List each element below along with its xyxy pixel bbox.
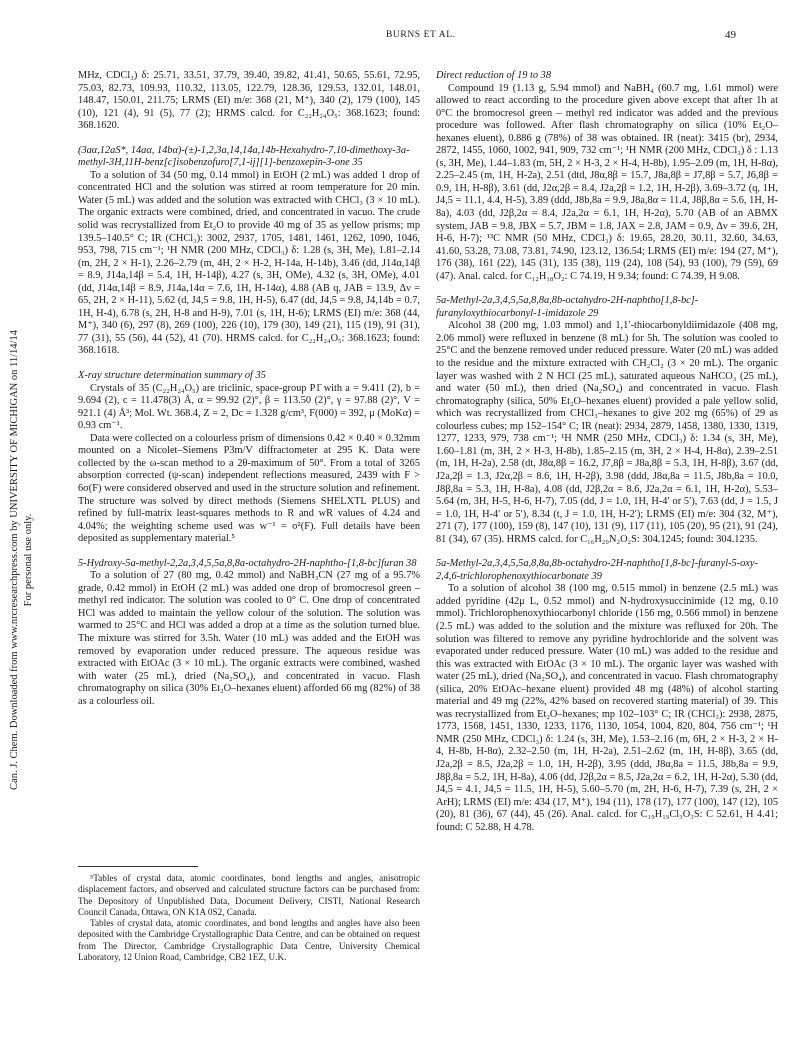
download-notice-line-1: Can. J. Chem. Downloaded from www.nrcresearchpress.com by UNIVERSITY OF MICHIGAN on 11/14/14 [9,330,20,790]
page-number: 49 [725,29,736,41]
running-head [0,30,812,44]
footnotes [78,866,420,963]
left-column [78,70,420,708]
section-heading-compound-35: (3aα,12aS*, 14aα, 14bα)-(±)-1,2,3a,14,14a,14b-Hexahydro-7,10-dimethoxy-3a-methyl-3H,11H-benz[c]isobenzofuro[7,1-ij][1]-benzoxepin-3-one 35 [78,144,410,169]
right-column [436,70,778,834]
compound-39-paragraph: To a solution of alcohol 38 (100 mg, 0.515 mmol) in benzene (2.5 mL) was added pyridine (42μ L, 0.52 mmol) and N-hydroxysuccinimide (12 mg, 0.10 mmol). Trichlorophenoxythiocarbonyl chloride (156 mg, 0.566 mmol) in benzene (2.5 mL) was added to the solution and the mixture was refluxed for 20h. The solution was filtered to remove any pyridine hydrochloride and the solvent was evaporated under reduced pressure. Water (10 mL) was added to the residue and this was extracted with EtOAc (3 × 10 mL). The organic layer was washed with water (25 mL), dried (Na₂SO₄), and concentrated in vacuo. Flash chromatography (silica, 20% EtOAc–hexane eluent) provided 48 mg (48%) of alcohol starting material and 49 mg (22%, 42% based on recovered starting material) of 39. This was recrystallized from Et₂O–hexanes; mp 102–103° C; IR (CHCl₃): 2938, 2875, 1773, 1568, 1451, 1330, 1233, 1176, 1130, 1054, 1004, 820, 804, 756 cm⁻¹; ¹H NMR (250 MHz, CDCl₃) δ: 1.24 (s, 3H, Me), 1.53–2.16 (m, 6H, 2 × H-3, 2 × H-4, H-8b, H-8α), 2.32–2.50 (m, 1H, H-2a), 2.51–2.62 (m, 1H, H-8β), 3.65 (dd, J2a,2β = 8.5, J2a,2β = 1.0, 1H, H-2β), 3.95 (ddd, J8α,8a = 11.5, J8b,8a = 9.9, J8β,8a = 5.2, 1H, H-8a), 4.06 (dd, J2β,2α = 8.5, J2a,2α = 6.2, 1H, H-2α), 5.30 (dd, J4,5 = 4.1, J4,5 = 11.5, 1H, H-5), 5.60–5.70 (m, 2H, H-6, H-7), 7.39 (s, 2H, 2 × ArH); LRMS (EI) m/e: 434 (17, M⁺), 194 (11), 178 (17), 177 (100), 147 (12), 105 (20), 81 (36), 67 (44), 45 (26). Anal. calcd. for C₁₉H₁₉Cl₃O₃S: C 52.61, H 4.41; found: C 52.88, H 4.78. [436,583,778,833]
section-heading-compound-39: 5a-Methyl-2a,3,4,5,5a,8,8a,8b-octahydro-2H-naphtho[1,8-bc]-furanyl-5-oxy-2,4,6-trichlorophenoxythiocarbonate 39 [436,558,758,582]
section-heading-compound-29: 5a-Methyl-2a,3,4,5,5a,8,8a,8b-octahydro-2H-naphtho[1,8-bc]-furanyloxythiocarbonyl-1-imidazole 29 [436,295,699,319]
download-notice [2,240,42,880]
nmr-continuation-paragraph: MHz, CDCl₃) δ: 25.71, 33.51, 37.79, 39.40, 39.82, 41.41, 50.65, 55.61, 72.95, 75.03, 82.73, 109.93, 110.32, 113.05, 122.79, 128.36, 129.53, 132.01, 148.01, 148.47, 150.01, 211.75; LRMS (EI) m/e: 368 (21, M⁺), 340 (2), 179 (100), 145 (10), 121 (4), 91 (5), 77 (2); HRMS calcd. for C₂₂H₂₄O₅: 368.1623; found: 368.1620. [78,70,420,132]
section-heading-direct-reduction: Direct reduction of 19 to 38 [436,70,552,81]
section-heading-xray: X-ray structure determination summary of 35 [78,370,266,382]
section-heading-compound-38: 5-Hydroxy-5a-methyl-2,2a,3,4,5,5a,8,8a-octahydro-2H-naphtho-[1,8-bc]furan 38 [78,557,417,569]
download-notice-text [8,250,36,870]
xray-data-paragraph: Data were collected on a colourless prism of dimensions 0.42 × 0.40 × 0.32mm mounted on a Nicolet–Siemens P3m/V diffractometer at 295 K. Data were collected by the ω-scan method to a 2θ-maximum of 50°. From a total of 3265 absorption corrected (ψ-scan) independent reflections measured, 2439 with F > 6σ(F) were considered observed and used in the structure solution and refinement. The structure was solved by direct methods (Siemens SHELXTL PLUS) and refined by full-matrix least-squares methods to R and wR values of 4.24 and 4.04%; the weighting scheme used was w⁻¹ = σ²(F). Full details have been deposited as supplementary material.⁵ [78,432,420,545]
running-head-title: BURNS ET AL. [386,30,456,40]
footnote-5-continued: Tables of crystal data, atomic coordinates, and bond lengths and angles have also been deposited with the Cambridge Crystallographic Data Centre, and can be obtained on request from The Director, Cambridge Crystallographic Data Centre, University Chemical Laboratory, 12 Union Road, Cambridge, CB2 1EZ, U.K. [78,918,420,963]
download-notice-line-2: For personal use only. [23,513,34,607]
compound-29-paragraph: Alcohol 38 (200 mg, 1.03 mmol) and 1,1′-thiocarbonyldiimidazole (408 mg, 2.06 mmol) were refluxed in benzene (8 mL) for 5h. The solution was cooled to 25°C and the benzene removed under reduced pressure. Water (20 mL) was added to the residue and the mixture extracted with CH₂Cl₂ (3 × 20 mL). The organic layer was washed with 2 N HCl (25 mL), saturated aqueous NaHCO₃ (25 mL), and water (50 mL), then dried (Na₂SO₄) and concentrated in vacuo. Flash chromatography (silica, 50% Et₂O–hexanes eluent) provided a pale yellow solid, which was recrystallized from CHCl₃–hexanes to give 202 mg (65%) of 29 as colourless cubes; mp 152–154° C; IR (neat): 2934, 2879, 1458, 1380, 1330, 1319, 1277, 1233, 979, 738 cm⁻¹; ¹H NMR (250 MHz, CDCl₃) δ: 1.34 (s, 3H, Me), 1.60–1.81 (m, 3H, 2 × H-3, H-8b), 1.85–2.15 (m, 3H, 2 × H-4, H-8α), 2.39–2.51 (m, 1H, H-2a), 2.58 (dt, J8α,8β = 16.2, J7,8β = J8a,8β = 5.3, 1H, H-8β), 3.67 (dd, J2a,2β = 1.3, J2α,2β = 8.6, 1H, H-2β), 3.98 (ddd, J8α,8a = 11.5, J8b,8a = 10.0, J8β,8a = 5.3, 1H, H-8a), 4.08 (dd, J2β,2α = 8.6, J2a,2α = 6.1, 1H, H-2α), 5.53–5.64 (m, 3H, H-5, H-6, H-7), 7.05 (dd, J = 1.0, 1H, H-4′ or 5′), 7.63 (dd, J = 1.5, J = 1.0, 1H, H-4′ or 5′), 8.34 (t, J = 1.0, 1H, H-2′); LRMS (EI) m/e: 304 (32, M⁺), 271 (7), 177 (100), 159 (8), 147 (10), 131 (9), 117 (11), 105 (20), 95 (21), 91 (24), 81 (34), 67 (35). HRMS calcd. for C₁₆H₂₀N₂O₂S: 304.1245; found: 304.1235. [436,320,778,545]
compound-38-paragraph: To a solution of 27 (80 mg, 0.42 mmol) and NaBH₃CN (27 mg of a 95.7% grade, 0.42 mmol) in EtOH (2 mL) was added one drop of bromocresol green – methyl red indicator. The solution was cooled to 0° C. One drop of concentrated HCl was added to maintain the yellow colour of the solution. The solution was warmed to 25°C and HCl was added a drop at a time as the solution turned blue. The mixture was stirred for 3.5h. Water (10 mL) was added and the EtOH was removed by evaporation under reduced pressure. The aqueous residue was extracted with EtOAc (3 × 10 mL). The organic extracts were combined, washed with water (25 mL), dried (Na₂SO₄), and concentrated in vacuo. Flash chromatography on silica (30% Et₂O–hexanes eluent) afforded 66 mg (82%) of 38 as a colourless oil. [78,570,420,707]
compound-35-paragraph: To a solution of 34 (50 mg, 0.14 mmol) in EtOH (2 mL) was added 1 drop of concentrated HCl and the solution was stirred at room temperature for 20 min. Water (5 mL) was added and the solution was extracted with CHCl₃ (3 × 10 mL). The organic extracts were combined, dried, and concentrated in vacuo. The crude solid was recrystallized from Et₂O to provide 40 mg of 35 as yellow prisms; mp 139.5–140.5° C; IR (CHCl₃): 3002, 2937, 1705, 1481, 1461, 1262, 1090, 1046, 953, 798, 715 cm⁻¹; ¹H NMR (200 MHz, CDCl₃) δ: 1.28 (s, 3H, Me), 1.81–2.14 (m, 2H, 2 × H-1), 2.26–2.79 (m, 4H, 2 × H-2, H-14a, H-14b), 3.46 (dd, J14α,14β = 8.9, J14a,14β = 5.4, 1H, H-14β), 4.27 (s, 3H, OMe), 4.32 (s, 3H, OMe), 4.01 (dd, J14α,14β = 8.9, J14a,14α = 7.6, 1H, H-14α), 4.88 (AB q, JAB = 13.9, Δν = 65, 2H, 2 × H-11), 5.62 (d, J4,5 = 9.8, 1H, H-5), 6.47 (dd, J4,5 = 9.8, J4,14b = 0.7, 1H, H-4), 6.78 (s, 2H, H-8 and H-9), 7.01 (s, 1H, H-6); LRMS (EI) m/e: 368 (44, M⁺), 340 (6), 297 (8), 269 (100), 226 (10), 179 (30), 149 (21), 115 (19), 91 (31), 77 (31), 55 (56), 44 (52), 41 (70). HRMS calcd. for C₂₂H₂₄O₅: 368.1623; found: 368.1618. [78,169,420,357]
footnote-5: ⁵Tables of crystal data, atomic coordinates, bond lengths and angles, anisotropic displacement factors, and observed and calculated structure factors can be purchased from: The Depository of Unpublished Data, Document Delivery, CISTI, National Research Council Canada, Ottawa, ON K1A 0S2, Canada. [78,873,420,917]
xray-crystal-paragraph: Crystals of 35 (C₂₂H₂₄O₅) are triclinic, space-group P1̄ with a = 9.411 (2), b = 9.694 (2), c = 11.478(3) Å, α = 99.92 (2)°, β = 113.50 (2)°, γ = 97.88 (2)°, V = 921.1 (4) Å³; Mol. Wt. 368.4, Z = 2, Dc = 1.328 g/cm³, F(000) = 392, μ (MoKα) = 0.93 cm⁻¹. [78,382,420,432]
direct-reduction-paragraph: Compound 19 (1.13 g, 5.94 mmol) and NaBH₄ (60.7 mg, 1.61 mmol) were allowed to react according to the procedure given above except that after 1h at 0°C the bromocresol green – methyl red indicator was added and the previous procedure was followed. After flash chromatography on silica (10% Et₂O–hexanes eluent), 0.886 g (78%) of 38 was obtained. IR (neat): 3415 (br), 2934, 2872, 1455, 1060, 1002, 941, 909, 732 cm⁻¹; ¹H NMR (200 MHz, CDCl₃) δ : 1.13 (s, 3H, Me), 1.44–1.83 (m, 5H, 2 × H-3, 2 × H-4, H-8b), 1.95–2.09 (m, 1H, H-8α), 2.25–2.45 (m, 1H, H-2a), 2.51 (dtd, J8α,8β = 15.7, J8a,8β = J7,8β = 5.7, J6,8β = 0.9, 1H, H-8β), 3.61 (dd, J2α,2β = 8.4, J2a,2β = 1.2, 1H, H-2β), 3.69–3.72 (q, 1H, J4,5 = 11.1, 4.4, H-5), 3.89 (ddd, J8b,8a = 9.9, J8a,8α = 11.4, J8β,8α = 5.6, 1H, H-8a), 4.03 (dd, J2β,2α = 8.4, J2a,2α = 6.1, 1H, H-2α), 5.70 (AB of an ABMX system, JAB = 9.8, JBX = 5.7, JBM = 1.8, JAX = 2.8, JAM = 0.9, Δν = 39.6, 2H, H-6, H-7); ¹³C NMR (50 MHz, CDCl₃) δ: 19.65, 28.20, 30.11, 32.60, 34.63, 41.60, 53.28, 73.08, 73.81, 74.90, 123.12, 136.54; LRMS (EI) m/e: 194 (27, M⁺), 176 (38), 161 (22), 145 (31), 135 (38), 119 (24), 108 (54), 93 (100), 79 (59), 69 (47). Anal. calcd. for C₁₂H₁₈O₂: C 74.19, H 9.34; found: C 74.39, H 9.08. [436,82,779,282]
footnote-rule [78,866,198,867]
